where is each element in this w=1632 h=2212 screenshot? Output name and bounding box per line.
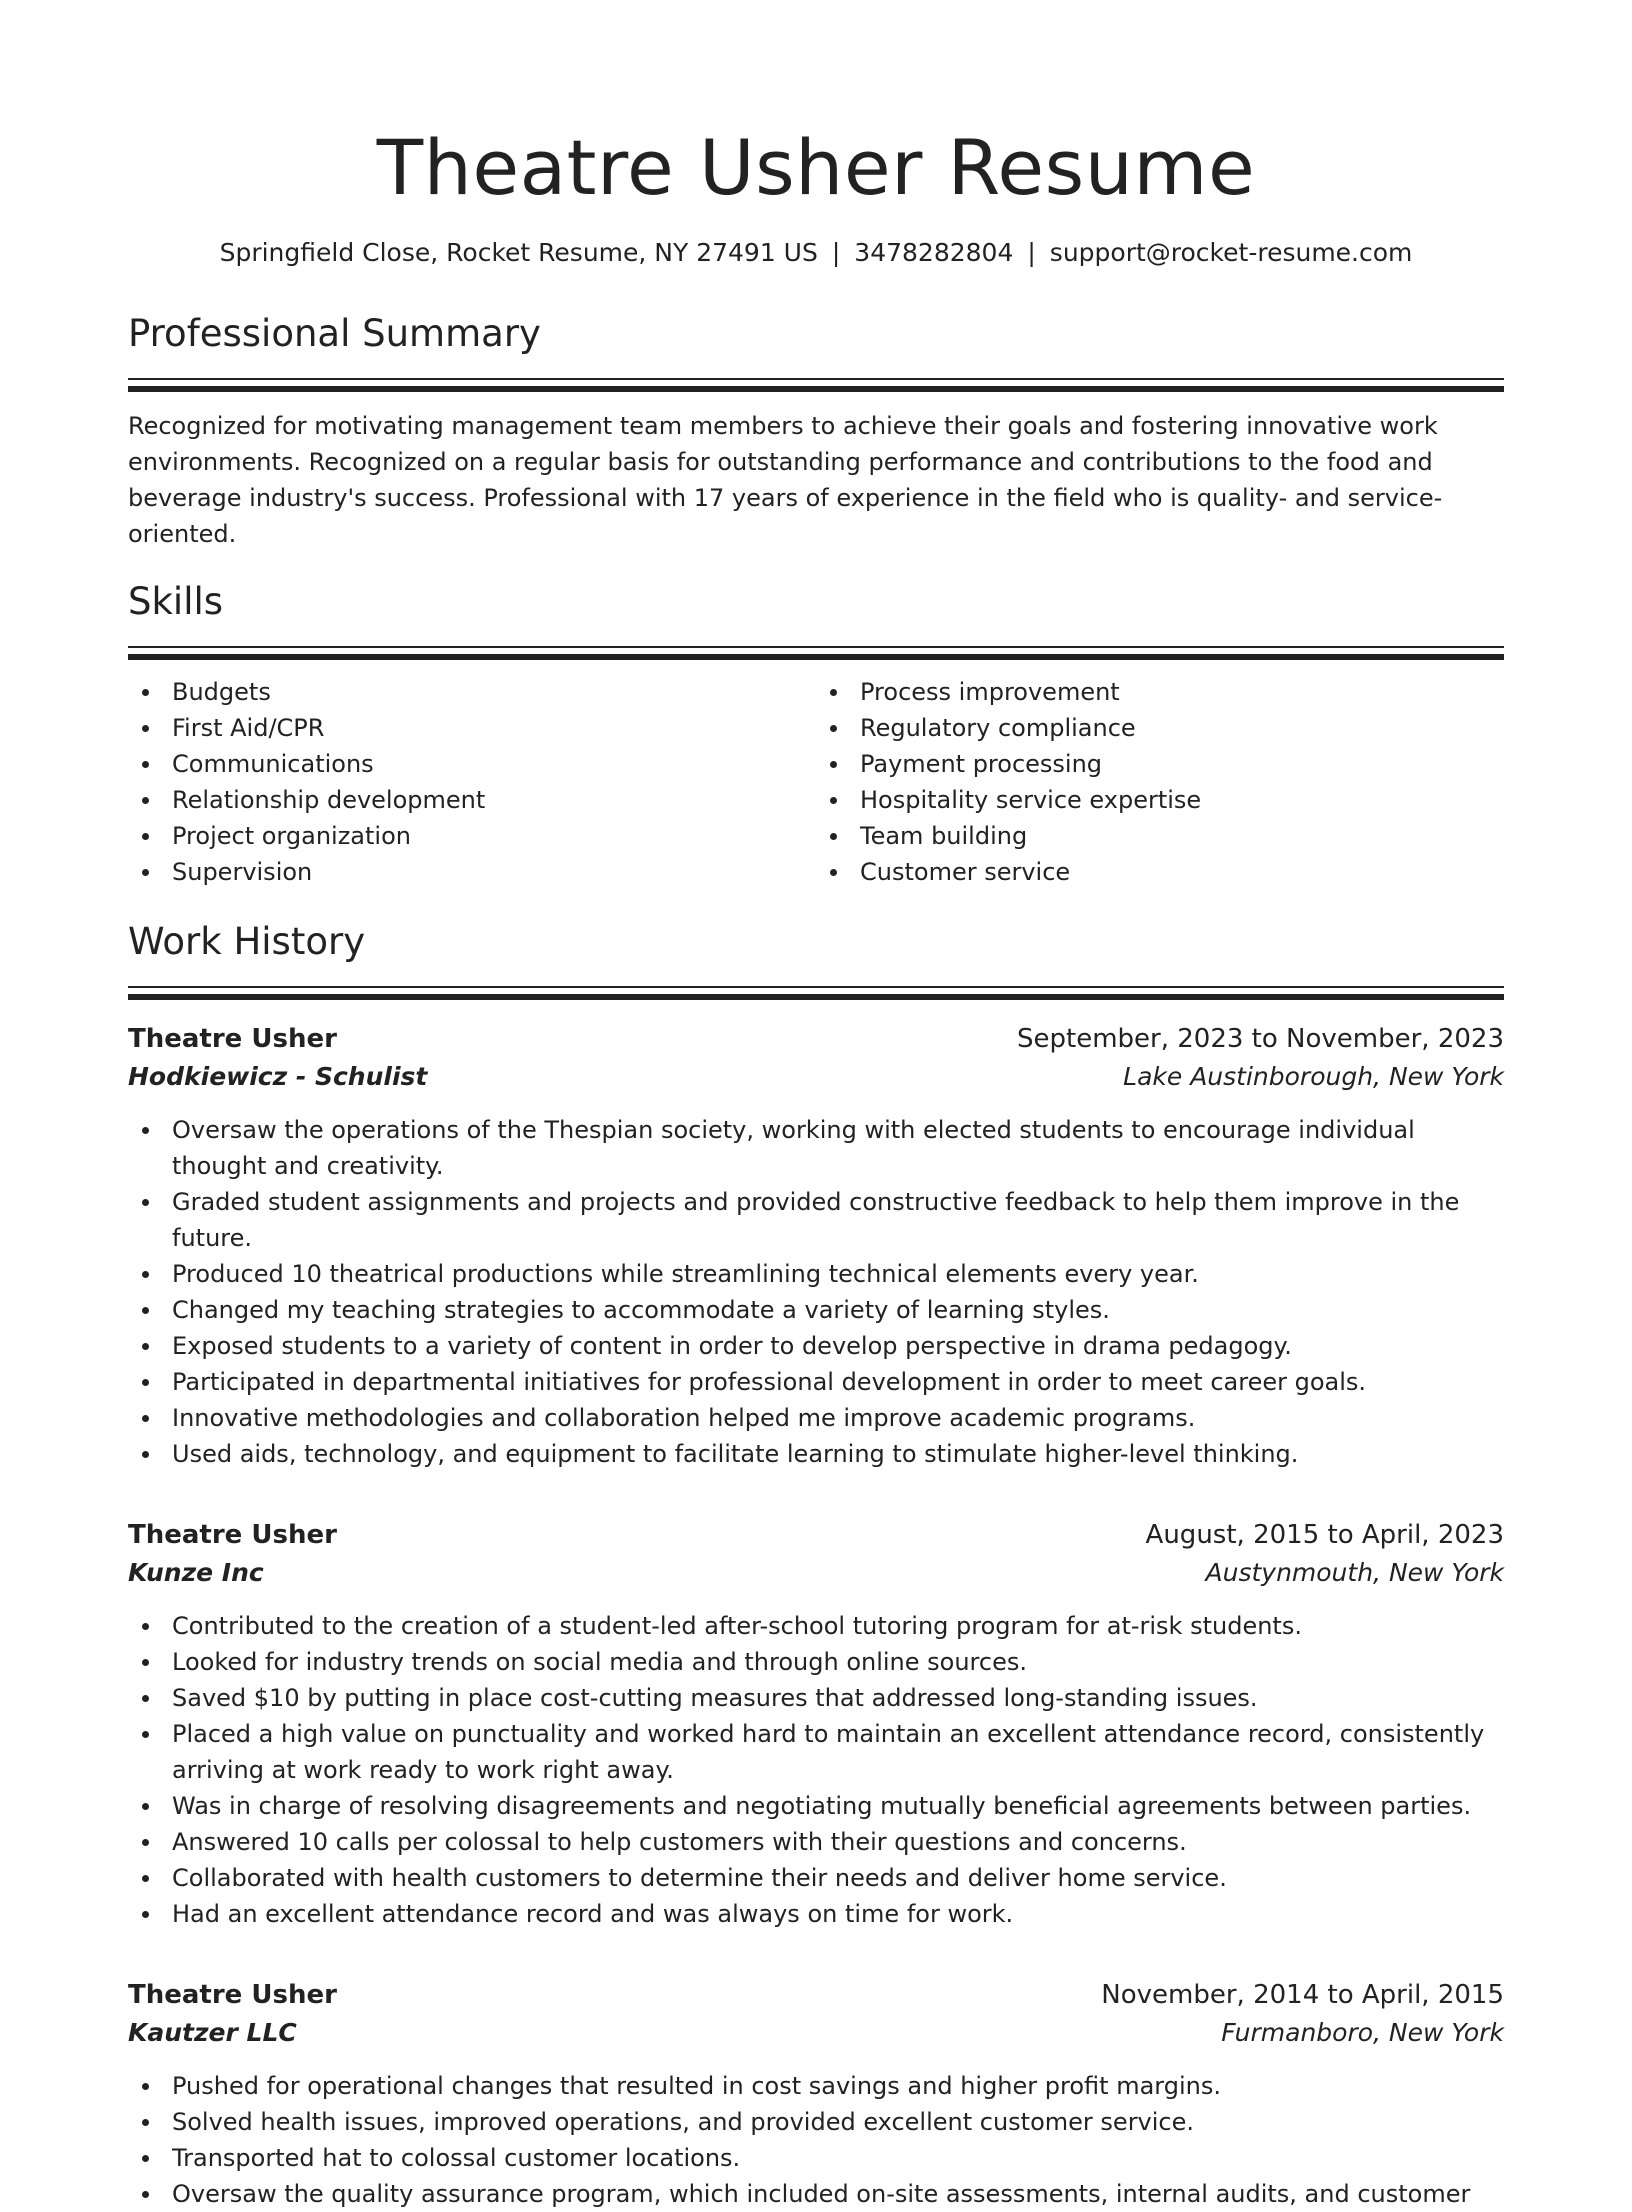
list-item [128, 1328, 1504, 1364]
bullet-dot-icon [142, 1695, 149, 1702]
list-item [128, 1716, 1504, 1788]
list-item-text: Innovative methodologies and collaboration helped me improve academic programs. [172, 1404, 1196, 1432]
job-company: Hodkiewicz - Schulist [128, 1062, 428, 1091]
list-item-text: Supervision [172, 858, 313, 886]
bullet-dot-icon [142, 833, 149, 840]
bullet-dot-icon [142, 2119, 149, 2126]
job-header-row [128, 1516, 1504, 1554]
bullet-dot-icon [142, 1127, 149, 1134]
contact-address: Springfield Close, Rocket Resume, NY 27491 US [219, 238, 818, 267]
list-item [128, 2140, 1504, 2176]
job-company: Kautzer LLC [128, 2018, 297, 2047]
bullet-dot-icon [830, 689, 837, 696]
bullet-dot-icon [830, 725, 837, 732]
summary-text: Recognized for motivating management team members to achieve their goals and fostering innovative work environments. Recognized on a regular basis for outstanding performance and contributions to the food and beverage industry's success. Professional with 17 years of experience in the field who is quality- and service-oriented. [128, 412, 1443, 548]
list-item-text: Placed a high value on punctuality and worked hard to maintain an excellent attendance record, consistently arriving at work ready to work right away. [172, 1720, 1485, 1784]
list-item-text: Hospitality service expertise [860, 786, 1202, 814]
resume-page [128, 118, 1504, 2212]
bullet-dot-icon [830, 797, 837, 804]
skills-right-column [816, 674, 1504, 890]
section-divider [128, 986, 1504, 1000]
bullet-dot-icon [142, 1911, 149, 1918]
skill-item [128, 818, 816, 854]
list-item [128, 1400, 1504, 1436]
bullet-dot-icon [142, 725, 149, 732]
list-item [128, 1292, 1504, 1328]
list-item-text: Contributed to the creation of a student-led after-school tutoring program for at-risk students. [172, 1612, 1302, 1640]
list-item-text: Customer service [860, 858, 1071, 886]
bullet-dot-icon [142, 1307, 149, 1314]
list-item-text: Pushed for operational changes that resulted in cost savings and higher profit margins. [172, 2072, 1221, 2100]
bullet-dot-icon [142, 2191, 149, 2198]
list-item-text: Participated in departmental initiatives for professional development in order to meet career goals. [172, 1368, 1367, 1396]
skill-item [128, 854, 816, 890]
bullet-dot-icon [142, 2083, 149, 2090]
list-item-text: Oversaw the operations of the Thespian society, working with elected students to encourage individual thought and creativity. [172, 1116, 1415, 1180]
bullet-dot-icon [830, 761, 837, 768]
list-item [128, 1680, 1504, 1716]
skill-item [816, 710, 1504, 746]
list-item-text: Saved $10 by putting in place cost-cutting measures that addressed long-standing issues. [172, 1684, 1258, 1712]
job-list [128, 1020, 1504, 2212]
job-title: Theatre Usher [128, 1980, 337, 2010]
job-entry [128, 1020, 1504, 1472]
list-item-text: Answered 10 calls per colossal to help customers with their questions and concerns. [172, 1828, 1187, 1856]
list-item-text: Was in charge of resolving disagreements and negotiating mutually beneficial agreements between parties. [172, 1792, 1472, 1820]
list-item [128, 1184, 1504, 1256]
list-item-text: Looked for industry trends on social media and through online sources. [172, 1648, 1027, 1676]
contact-separator: | [831, 238, 841, 267]
summary-section [128, 310, 1504, 552]
bullet-dot-icon [142, 1199, 149, 1206]
bullet-dot-icon [142, 1271, 149, 1278]
list-item-text: Used aids, technology, and equipment to facilitate learning to stimulate higher-level thinking. [172, 1440, 1299, 1468]
job-company-row [128, 1058, 1504, 1096]
list-item-text: First Aid/CPR [172, 714, 325, 742]
list-item [128, 1436, 1504, 1472]
skills-columns [128, 674, 1504, 890]
skills-left-column [128, 674, 816, 890]
list-item-text: Team building [860, 822, 1028, 850]
skill-item [816, 746, 1504, 782]
list-item [128, 1112, 1504, 1184]
list-item-text: Exposed students to a variety of content in order to develop perspective in drama pedagogy. [172, 1332, 1292, 1360]
job-header-row [128, 1020, 1504, 1058]
job-title: Theatre Usher [128, 1520, 337, 1550]
bullet-dot-icon [142, 1343, 149, 1350]
list-item [128, 1608, 1504, 1644]
job-entry [128, 1516, 1504, 1932]
job-dates: September, 2023 to November, 2023 [1017, 1024, 1504, 1054]
bullet-dot-icon [142, 1731, 149, 1738]
bullet-dot-icon [142, 1659, 149, 1666]
list-item [128, 1644, 1504, 1680]
section-divider [128, 378, 1504, 392]
bullet-dot-icon [142, 761, 149, 768]
bullet-dot-icon [142, 1623, 149, 1630]
list-item [128, 1860, 1504, 1896]
skill-item [816, 818, 1504, 854]
section-title-summary: Professional Summary [128, 312, 541, 355]
list-item-text: Relationship development [172, 786, 486, 814]
job-duties-list [128, 1608, 1504, 1932]
job-header-row [128, 1976, 1504, 2014]
skill-item [816, 854, 1504, 890]
list-item-text: Process improvement [860, 678, 1120, 706]
skill-item [128, 782, 816, 818]
skill-item [816, 674, 1504, 710]
job-company: Kunze Inc [128, 1558, 264, 1587]
list-item-text: Changed my teaching strategies to accommodate a variety of learning styles. [172, 1296, 1110, 1324]
job-location: Lake Austinborough, New York [1123, 1062, 1504, 1091]
list-item-text: Transported hat to colossal customer locations. [172, 2144, 741, 2172]
list-item [128, 2176, 1504, 2212]
list-item [128, 1788, 1504, 1824]
bullet-dot-icon [142, 1451, 149, 1458]
contact-separator: | [1027, 238, 1036, 267]
list-item-text: Communications [172, 750, 374, 778]
job-location: Austynmouth, New York [1205, 1558, 1504, 1587]
list-item-text: Collaborated with health customers to determine their needs and deliver home service. [172, 1864, 1227, 1892]
list-item-text: Regulatory compliance [860, 714, 1136, 742]
job-dates: November, 2014 to April, 2015 [1101, 1980, 1504, 2010]
list-item-text: Graded student assignments and projects and provided constructive feedback to help them improve in the future. [172, 1188, 1460, 1252]
job-duties-list [128, 1112, 1504, 1472]
bullet-dot-icon [142, 869, 149, 876]
job-entry [128, 1976, 1504, 2212]
resume-title: Theatre Usher Resume [376, 123, 1256, 212]
skills-section [128, 578, 1504, 890]
job-company-row [128, 2014, 1504, 2052]
list-item-text: Solved health issues, improved operations, and provided excellent customer service. [172, 2108, 1195, 2136]
list-item-text: Payment processing [860, 750, 1103, 778]
list-item [128, 1364, 1504, 1400]
section-title-skills: Skills [128, 580, 224, 623]
skill-item [128, 710, 816, 746]
list-item [128, 1824, 1504, 1860]
bullet-dot-icon [142, 1803, 149, 1810]
skill-item [128, 746, 816, 782]
contact-phone: 3478282804 [854, 238, 1014, 267]
section-title-work: Work History [128, 920, 366, 963]
list-item [128, 1256, 1504, 1292]
list-item-text: Project organization [172, 822, 411, 850]
bullet-dot-icon [830, 833, 837, 840]
list-item-text: Budgets [172, 678, 271, 706]
bullet-dot-icon [142, 689, 149, 696]
work-section [128, 918, 1504, 2212]
list-item-text: Oversaw the quality assurance program, which included on-site assessments, internal audits, and customer [172, 2180, 1471, 2208]
job-company-row [128, 1554, 1504, 1592]
list-item [128, 2068, 1504, 2104]
bullet-dot-icon [142, 797, 149, 804]
list-item-text: Produced 10 theatrical productions while streamlining technical elements every year. [172, 1260, 1199, 1288]
bullet-dot-icon [142, 2155, 149, 2162]
bullet-dot-icon [142, 1839, 149, 1846]
list-item [128, 1896, 1504, 1932]
list-item-text: Had an excellent attendance record and was always on time for work. [172, 1900, 1014, 1928]
bullet-dot-icon [142, 1875, 149, 1882]
bullet-dot-icon [142, 1415, 149, 1422]
list-item [128, 2104, 1504, 2140]
skill-item [128, 674, 816, 710]
contact-email: support@rocket-resume.com [1049, 238, 1413, 267]
contact-line [128, 236, 1504, 270]
section-divider [128, 646, 1504, 660]
bullet-dot-icon [830, 869, 837, 876]
job-duties-list [128, 2068, 1504, 2212]
bullet-dot-icon [142, 1379, 149, 1386]
job-location: Furmanboro, New York [1221, 2018, 1504, 2047]
job-dates: August, 2015 to April, 2023 [1145, 1520, 1504, 1550]
job-title: Theatre Usher [128, 1024, 337, 1054]
skill-item [816, 782, 1504, 818]
